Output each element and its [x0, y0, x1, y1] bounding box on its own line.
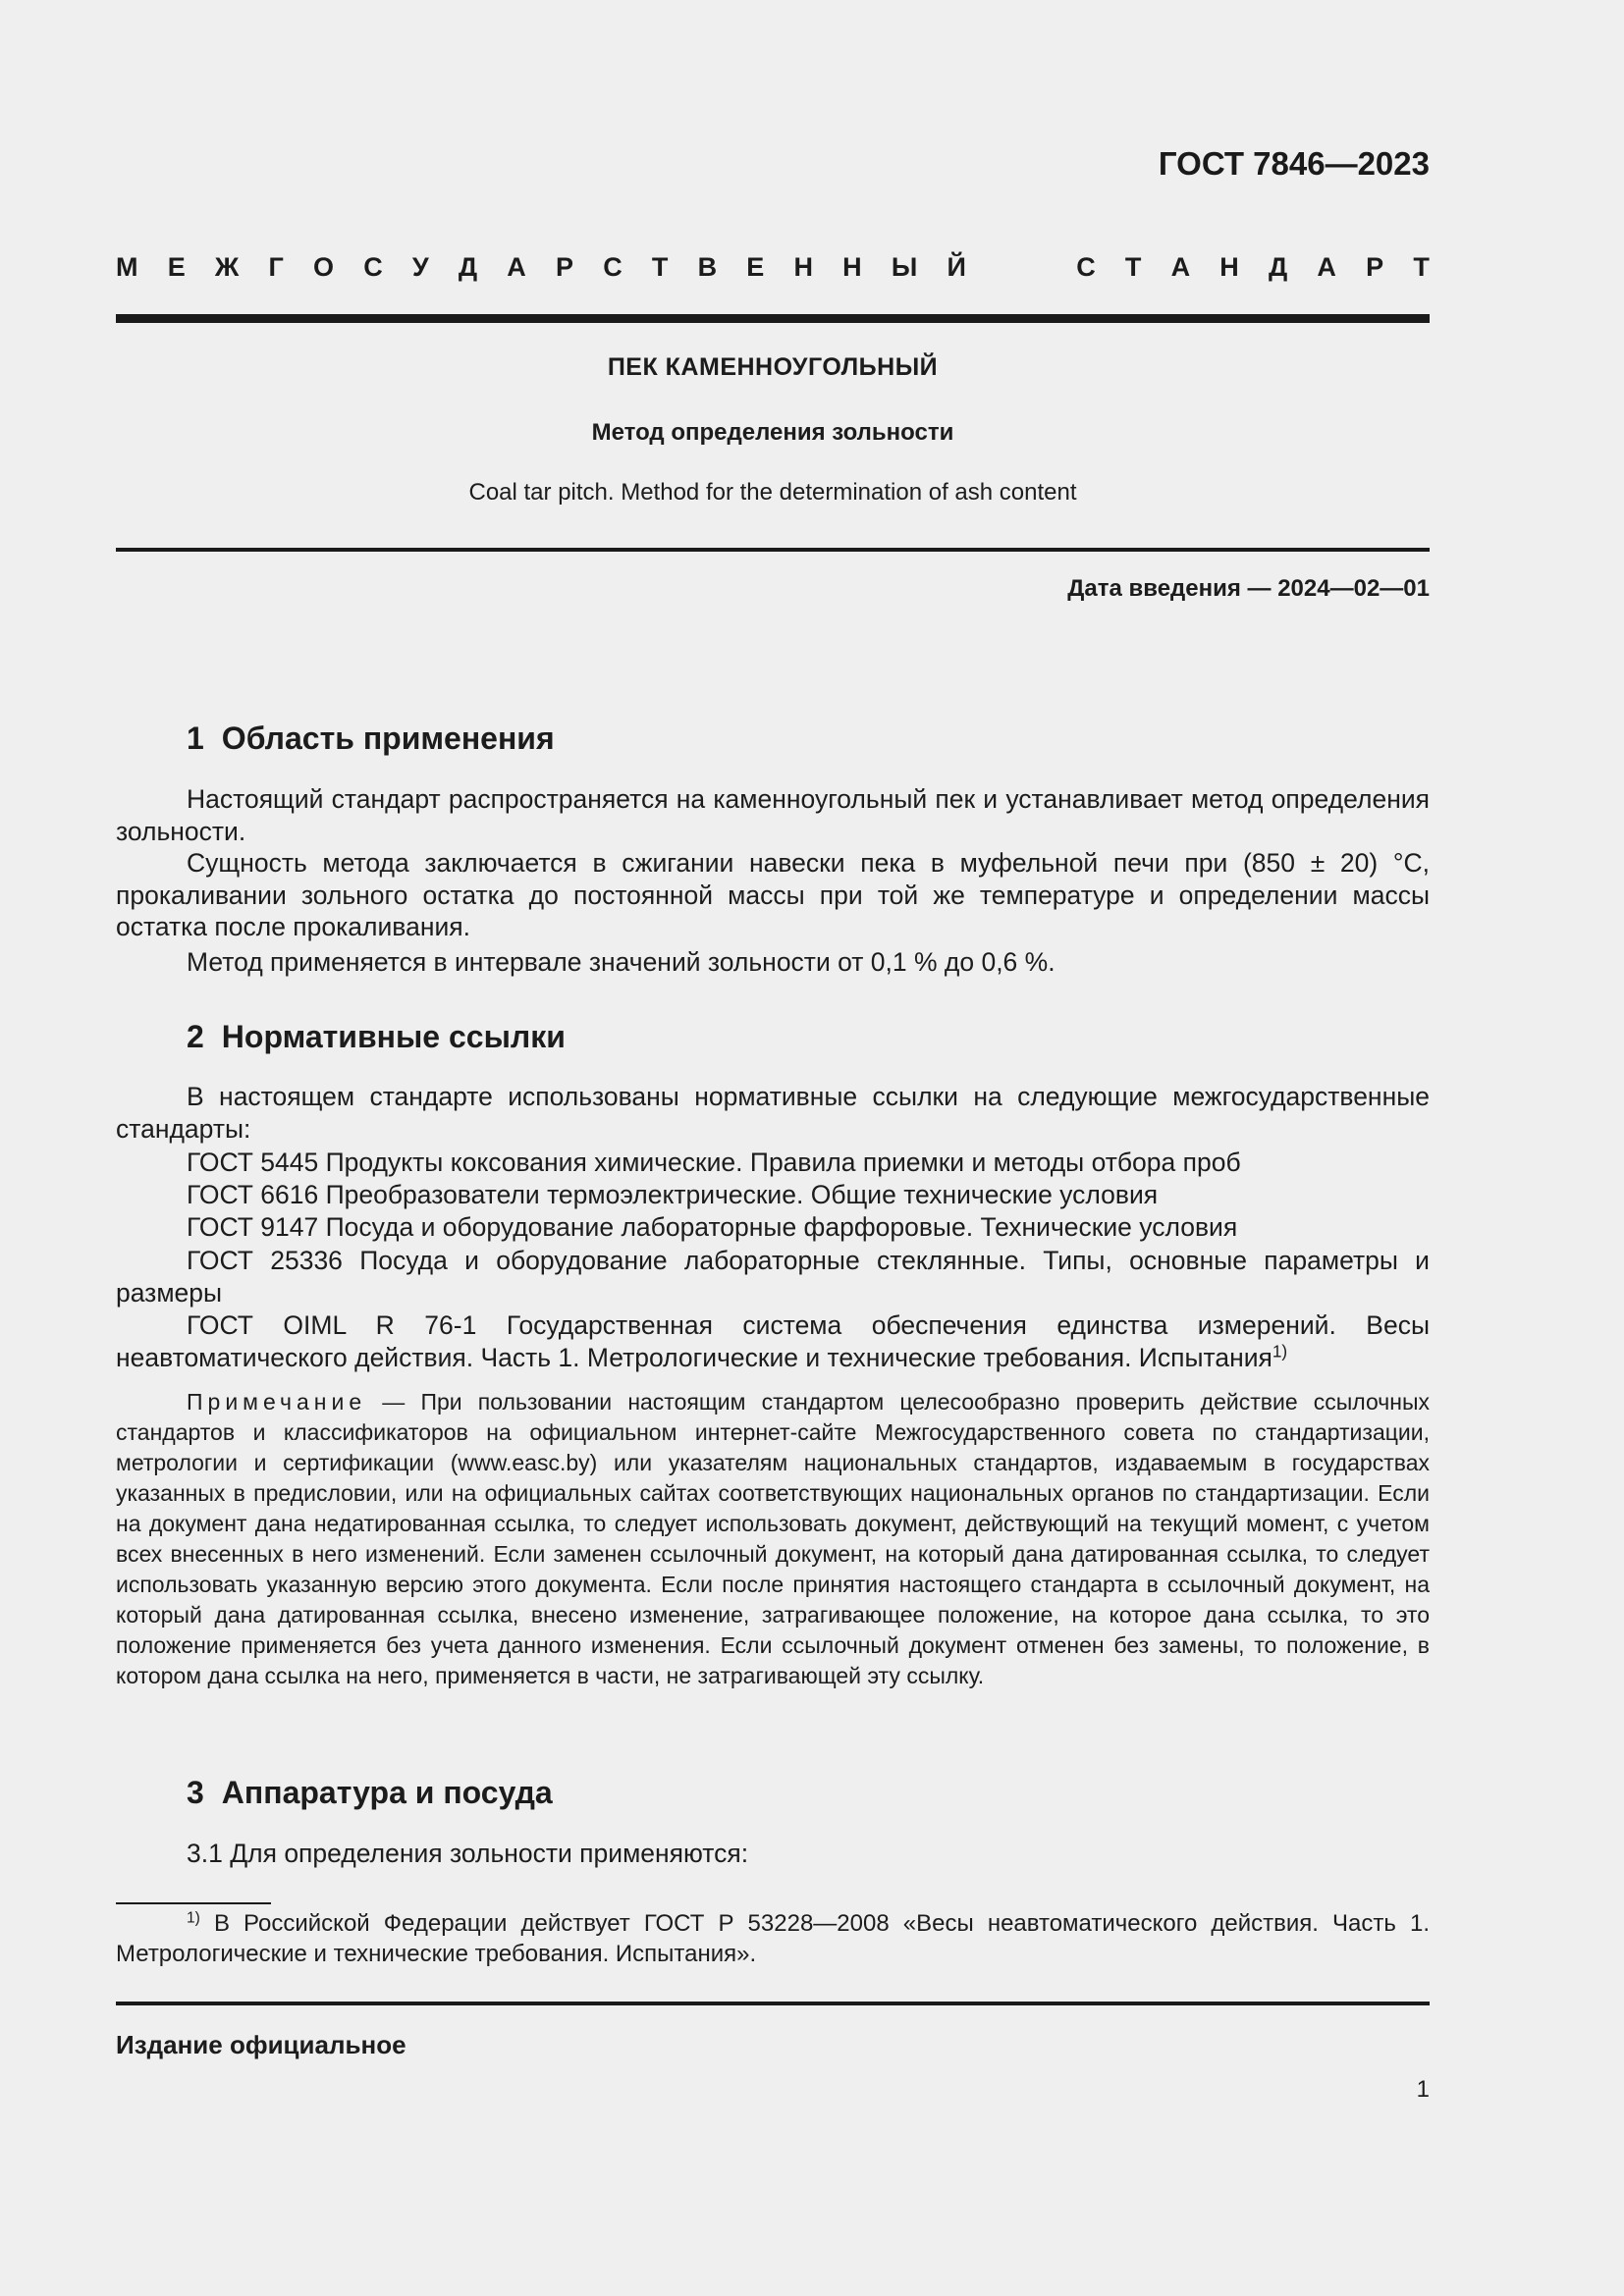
banner-letter: Е: [167, 252, 186, 282]
footnote-marker: 1): [187, 1909, 200, 1927]
banner-letter: Р: [555, 252, 573, 282]
section-2-intro: В настоящем стандарте использованы нормативные ссылки на следующие межгосударственные стандарты:: [116, 1082, 1430, 1144]
note-text: — При пользовании настоящим стандартом целесообразно проверить действие ссылочных стандартов и классификаторов на официальном интернет-сайте Межгосударственного совета по стандартизации, метрологии и сертификации (www.easc.by) или указателям национальных стандартов, издаваемым в государствах указанных в предисловии, или на официальных сайтах соответствующих национальных органов по стандартизации. Если на документ дана недатированная ссылка, то следует использовать документ, действующий на текущий момент, с учетом всех внесенных в него изменений. Если заменен ссылочный документ, на который дана датированная ссылка, то следует использовать указанную версию этого документа. Если после принятия настоящего стандарта в ссылочный документ, на который дана датированная ссылка, внесено изменение, затрагивающее положение, на которое дана ссылка, то это положение применяется без учета данного изменения. Если ссылочный документ отменен без замены, то положение, в котором дана ссылка на него, применяется в части, не затрагивающей эту ссылку.: [116, 1389, 1430, 1688]
reference-gost-9147: ГОСТ 9147 Посуда и оборудование лабораторные фарфоровые. Технические условия: [187, 1212, 1238, 1242]
banner-letter: С: [603, 252, 623, 282]
reference-gost-25336: ГОСТ 25336 Посуда и оборудование лабораторные стеклянные. Типы, основные параметры и размеры: [116, 1246, 1430, 1308]
banner-letter: Т: [651, 252, 669, 282]
interstate-standard-banner: [116, 252, 1430, 283]
title-rule: [116, 548, 1430, 552]
footnote: [116, 1908, 1430, 1969]
reference-text: ГОСТ OIML R 76-1 Государственная система обеспечения единства измерений. Весы неавтоматического действия. Часть 1. Метрологические и технические требования. Испытания: [116, 1310, 1430, 1372]
reference-gost-oiml: [116, 1309, 1430, 1373]
banner-letter: Н: [842, 252, 862, 282]
section-number: 1: [187, 721, 204, 756]
section-2-heading: [187, 1019, 566, 1055]
footnote-rule: [116, 1902, 271, 1904]
introduction-date: Дата введения — 2024—02—01: [1067, 575, 1430, 602]
footer-rule: [116, 2002, 1430, 2005]
reference-gost-5445: ГОСТ 5445 Продукты коксования химические. Правила приемки и методы отбора проб: [187, 1148, 1241, 1177]
page-number: 1: [1416, 2076, 1430, 2103]
section-1-heading: [187, 721, 555, 757]
note-label: Примечание: [187, 1389, 367, 1415]
banner-letter: Г: [268, 252, 284, 282]
section-3-heading: [187, 1775, 553, 1811]
banner-letter: У: [411, 252, 429, 282]
banner-letter: Т: [1124, 252, 1142, 282]
banner-letter: Н: [793, 252, 813, 282]
document-title: ПЕК КАМЕННОУГОЛЬНЫЙ: [607, 353, 939, 381]
document-subtitle: Метод определения зольности: [591, 419, 954, 446]
banner-letter: Ж: [214, 252, 240, 282]
banner-letter: А: [1317, 252, 1336, 282]
note-block: [116, 1387, 1430, 1691]
footnote-text: В Российской Федерации действует ГОСТ Р 53228—2008 «Весы неавтоматического действия. Часть 1. Метрологические и технические требования. Испытания».: [116, 1910, 1430, 1967]
banner-letter: Ы: [891, 252, 918, 282]
edition-label: Издание официальное: [116, 2030, 406, 2059]
banner-letter: Р: [1366, 252, 1384, 282]
reference-gost-6616: ГОСТ 6616 Преобразователи термоэлектрические. Общие технические условия: [187, 1180, 1159, 1209]
section-number: 2: [187, 1019, 204, 1054]
section-1-paragraph-2: Сущность метода заключается в сжигании навески пека в муфельной печи при (850 ± 20) °С, прокаливании зольного остатка до постоянной массы при той же температуре и определении массы остатка после прокаливания.: [116, 848, 1430, 941]
english-title: Coal tar pitch. Method for the determination of ash content: [468, 479, 1077, 506]
banner-letter: О: [312, 252, 334, 282]
section-title: Область применения: [221, 721, 555, 756]
section-number: 3: [187, 1775, 204, 1810]
banner-letter: В: [697, 252, 718, 282]
banner-letter: М: [116, 252, 138, 282]
banner-letter: С: [1076, 252, 1096, 282]
banner-letter: А: [507, 252, 526, 282]
banner-letter: А: [1170, 252, 1191, 282]
section-title: Нормативные ссылки: [221, 1019, 566, 1054]
section-1-paragraph-3: Метод применяется в интервале значений зольности от 0,1 % до 0,6 %.: [187, 947, 1056, 977]
banner-letter: Н: [1219, 252, 1239, 282]
header-rule-thick: [116, 314, 1430, 323]
section-1-paragraph-1: Настоящий стандарт распространяется на каменноугольный пек и устанавливает метод определения зольности.: [116, 784, 1430, 846]
section-title: Аппаратура и посуда: [221, 1775, 553, 1810]
banner-letter: Й: [947, 252, 966, 282]
banner-letter: Д: [458, 252, 478, 282]
banner-letter: Т: [1413, 252, 1430, 282]
banner-letter: С: [363, 252, 383, 282]
banner-letter: Е: [746, 252, 765, 282]
banner-letter: Д: [1268, 252, 1288, 282]
footnote-marker: 1): [1272, 1341, 1288, 1362]
banner-word-gap: [996, 252, 1047, 283]
clause-3-1: 3.1 Для определения зольности применяются:: [187, 1839, 749, 1868]
gost-number: ГОСТ 7846—2023: [1158, 145, 1430, 182]
